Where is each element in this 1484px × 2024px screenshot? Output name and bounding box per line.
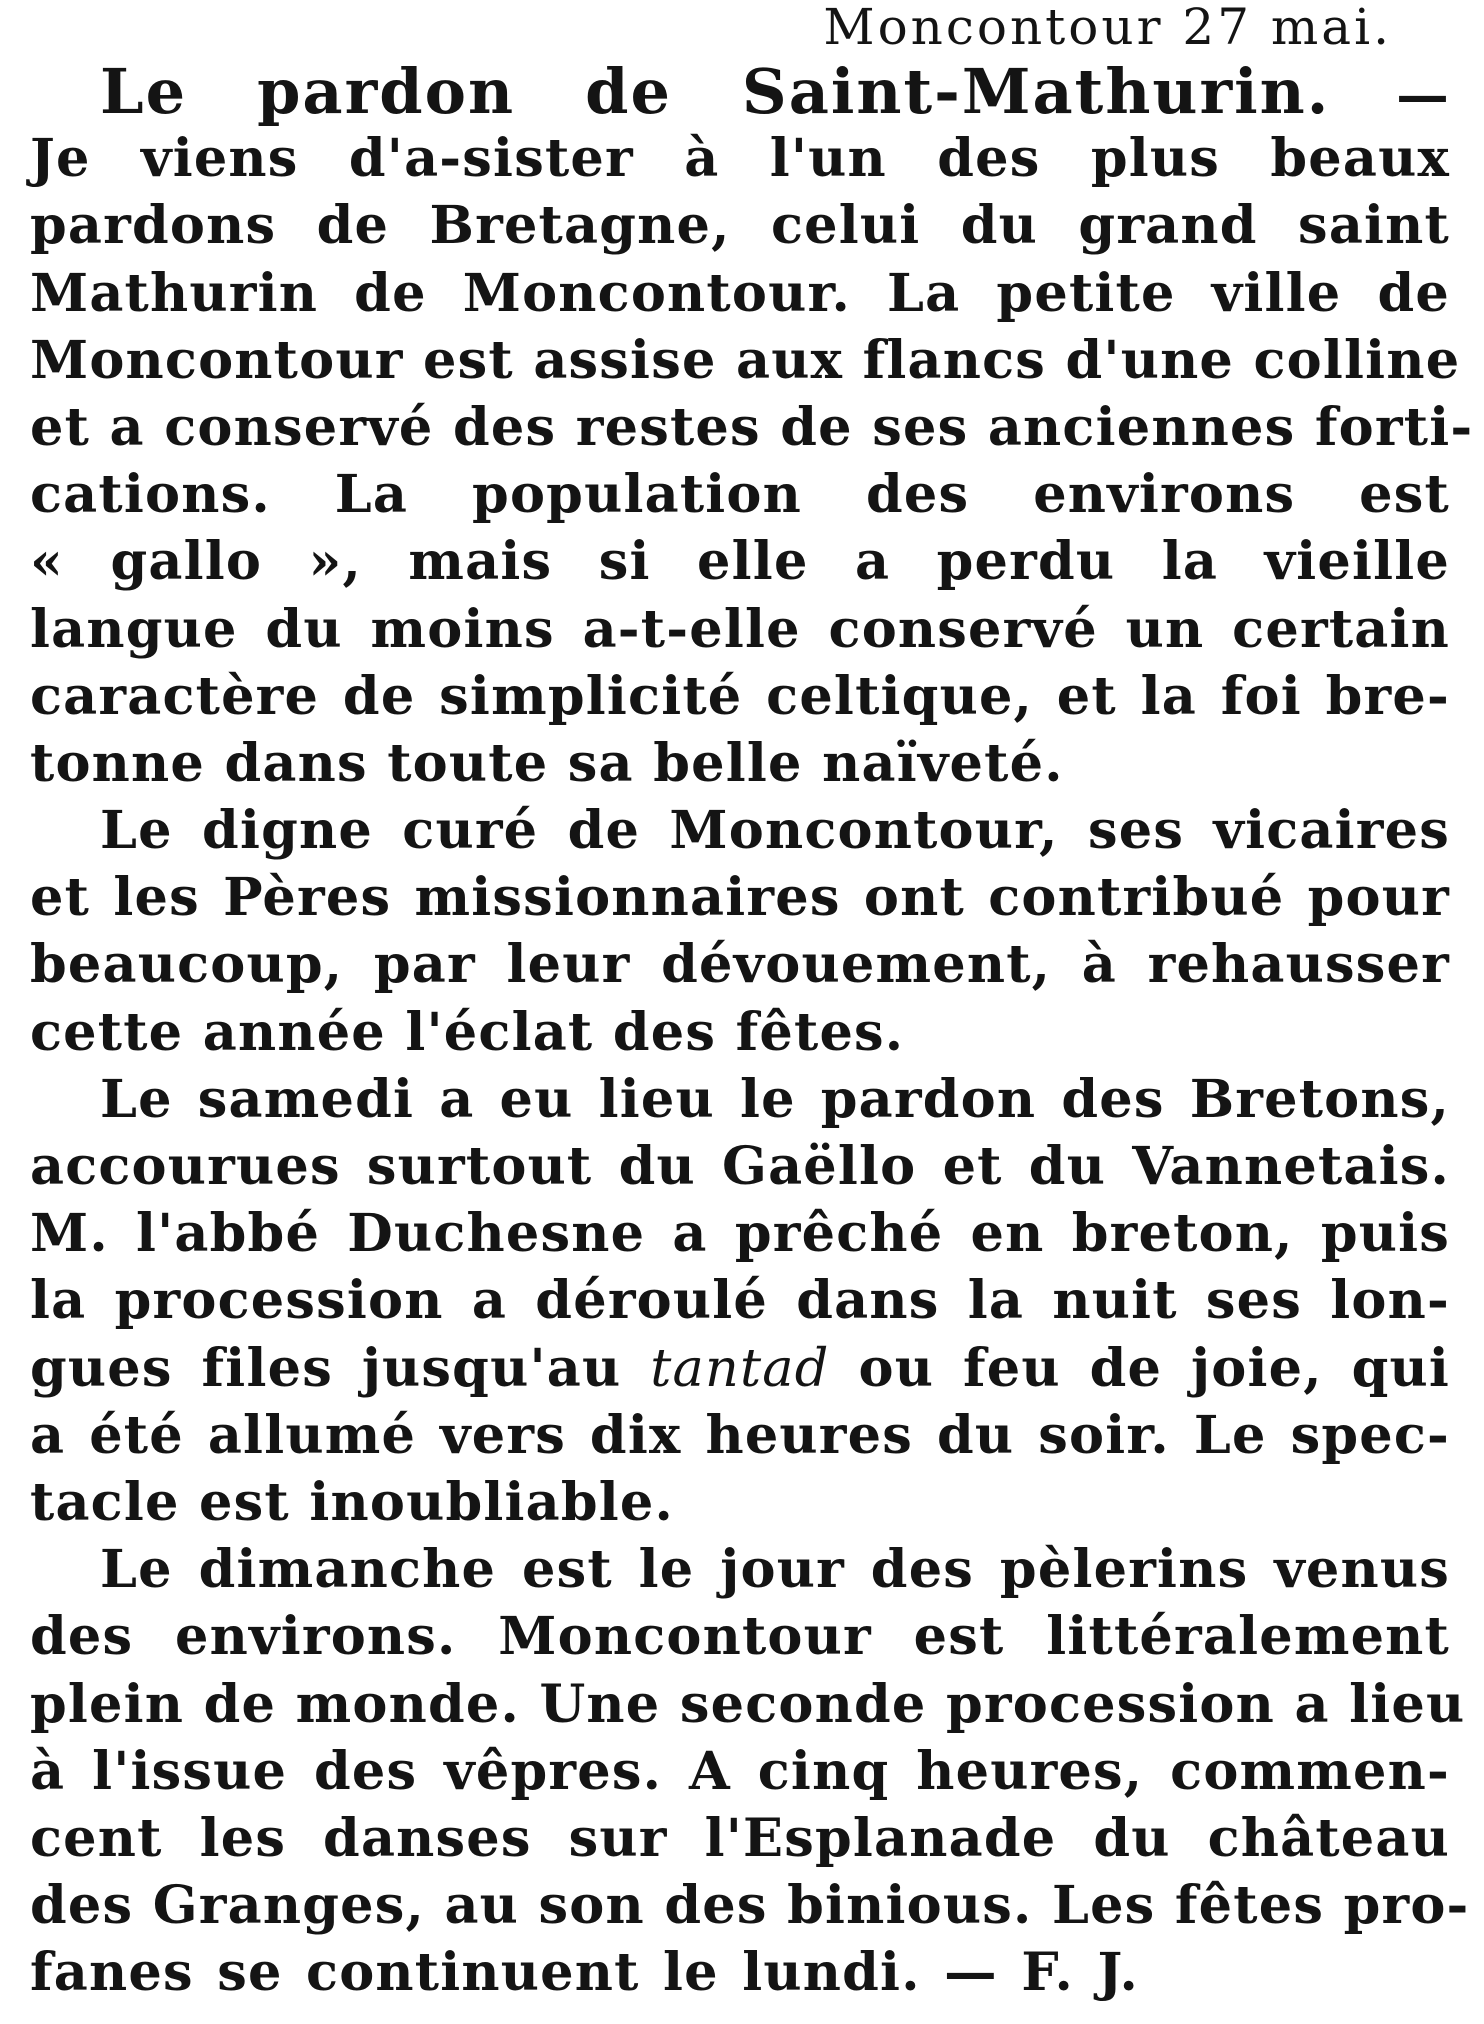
text-line: Le samedi a eu lieu le pardon des Bretons, <box>100 1068 1450 1130</box>
text-line: Je viens d'a-sister à l'un des plus beaux <box>30 128 1450 190</box>
paragraph-2 <box>30 797 1450 1066</box>
text-line: cent les danses sur l'Esplanade du château <box>30 1807 1450 1869</box>
text-line: a été allumé vers dix heures du soir. Le spec- <box>30 1404 1450 1466</box>
text-line: plein de monde. Une seconde procession a lieu <box>30 1673 1466 1735</box>
headline-line <box>30 55 1450 128</box>
article-title: Le pardon de Saint-Mathurin. <box>100 55 1331 128</box>
text-line: cations. La population des environs est <box>30 464 1450 526</box>
title-dash: — <box>1396 65 1450 126</box>
text-line: et les Pères missionnaires ont contribué pour <box>30 867 1450 929</box>
text-line: langue du moins a-t-elle conservé un certain <box>30 598 1450 660</box>
text-line: « gallo », mais si elle a perdu la vieille <box>30 531 1450 593</box>
text-segment: gues files jusqu'au <box>30 1337 651 1399</box>
text-line: beaucoup, par leur dévouement, à rehausser <box>30 934 1450 996</box>
text-line: pardons de Bretagne, celui du grand saint <box>30 195 1450 257</box>
paragraph-4 <box>30 1536 1470 2006</box>
paragraph-1 <box>30 55 1474 797</box>
text-line: M. l'abbé Duchesne a prêché en breton, puis <box>30 1203 1450 1265</box>
text-line: tonne dans toute sa belle naïveté. <box>30 732 1064 794</box>
text-line: Le dimanche est le jour des pèlerins venus <box>100 1539 1450 1601</box>
signature-line: fanes se continuent le lundi. — F. J. <box>30 1942 1139 2004</box>
newspaper-article <box>30 0 1474 2006</box>
text-line: la procession a déroulé dans la nuit ses lon- <box>30 1270 1450 1332</box>
text-line <box>30 1335 1450 1402</box>
text-line: des environs. Moncontour est littéralement <box>30 1606 1450 1668</box>
text-line: Moncontour est assise aux flancs d'une colline <box>30 329 1461 391</box>
text-line: tacle est inoubliable. <box>30 1471 674 1533</box>
paragraph-3 <box>30 1066 1450 1536</box>
text-line: Le digne curé de Moncontour, ses vicaires <box>100 800 1450 862</box>
text-line: à l'issue des vêpres. A cinq heures, commen- <box>30 1740 1450 1802</box>
text-line: et a conservé des restes de ses anciennes forti- <box>30 396 1474 458</box>
text-line: accourues surtout du Gaëllo et du Vannetais. <box>30 1136 1450 1197</box>
text-line: Mathurin de Moncontour. La petite ville de <box>30 262 1450 324</box>
text-line: cette année l'éclat des fêtes. <box>30 1001 905 1063</box>
text-segment: ou feu de joie, qui <box>829 1337 1450 1399</box>
text-line: des Granges, au son des binious. Les fêtes pro- <box>30 1875 1470 1937</box>
dateline: Moncontour 27 mai. <box>823 0 1392 56</box>
text-line: caractère de simplicité celtique, et la foi bre- <box>30 665 1450 727</box>
italic-word: tantad <box>650 1337 830 1399</box>
